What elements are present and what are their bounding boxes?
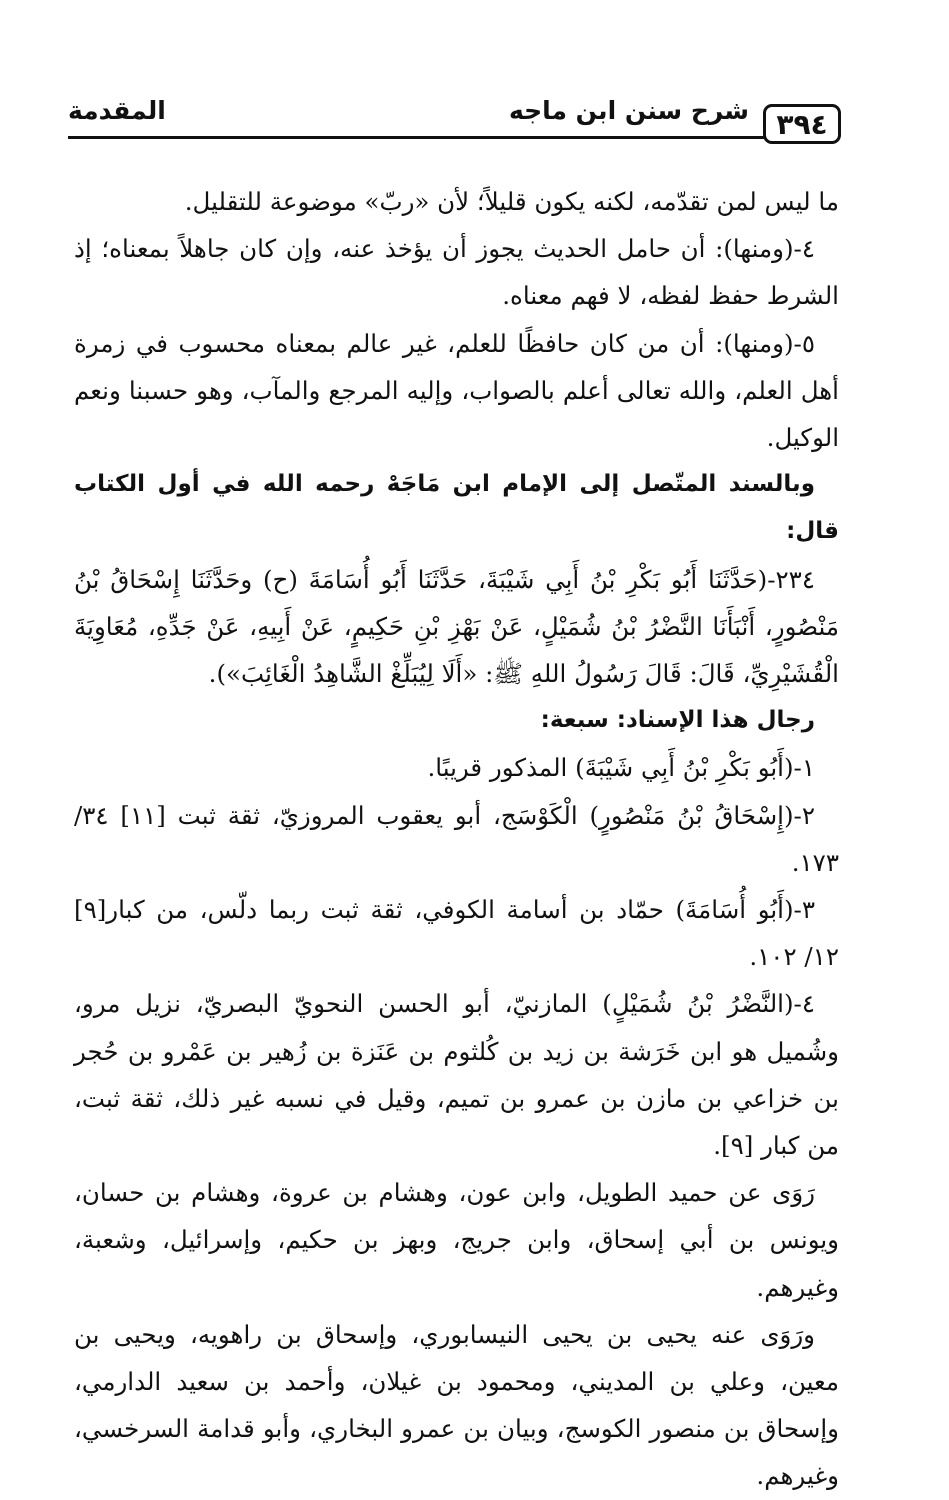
paragraph-point-4: ٤-(ومنها): أن حامل الحديث يجوز أن يؤخذ عنه، وإن كان جاهلاً بمعناه؛ إذ الشرط حفظ لفظه، لا فهم معناه. <box>74 234 839 311</box>
narrator-3: ٣-(أَبُو أُسَامَةَ) حمّاد بن أسامة الكوفي، ثقة ثبت ربما دلّس، من كبار[٩] ١٢/ ١٠٢. <box>74 895 839 972</box>
page-body <box>74 178 839 1500</box>
narrated-by-paragraph: ورَوَى عنه يحيى بن يحيى النيسابوري، وإسحاق بن راهويه، ويحيى بن معين، وعلي بن المديني، ومحمود بن غيلان، وأحمد بن سعيد الدارمي، وإسحاق بن منصور الكوسج، وبيان بن عمرو البخاري، وأبو قدامة السرخسي، وغيرهم. <box>74 1319 839 1491</box>
page-number-box: ٣٩٤ <box>763 104 841 144</box>
paragraph-point-5: ٥-(ومنها): أن من كان حافظًا للعلم، غير عالم بمعناه محسوب في زمرة أهل العلم، والله تعالى أعلم بالصواب، وإليه المرجع والمآب، وهو حسبنا ونعم الوكيل. <box>74 328 839 453</box>
paragraph-continuation: ما ليس لمن تقدّمه، لكنه يكون قليلاً؛ لأن «ربّ» موضوعة للتقليل. <box>184 187 839 216</box>
narrator-4: ٤-(النَّضْرُ بْنُ شُمَيْلٍ) المازنيّ، أبو الحسن النحويّ البصريّ، نزيل مرو، وشُميل هو ابن خَرَشة بن زيد بن كُلثوم بن عَنَزة بن زُهير بن عَمْرو بن حُجر بن خزاعي بن مازن بن عمرو بن تميم، وقيل في نسبه غير ذلك، ثقة ثبت، من كبار [٩]. <box>74 989 839 1161</box>
header-rule <box>68 136 765 139</box>
narrators-heading: رجال هذا الإسناد: سبعة: <box>540 707 815 734</box>
running-header <box>68 92 841 150</box>
narrator-2: ٢-(إِسْحَاقُ بْنُ مَنْصُورٍ) الْكَوْسَج، أبو يعقوب المروزيّ، ثقة ثبت [١١] ٣٤/ ١٧٣. <box>74 800 839 877</box>
section-title: المقدمة <box>68 96 166 125</box>
narrated-from-paragraph: رَوَى عن حميد الطويل، وابن عون، وهشام بن عروة، وهشام بن حسان، ويونس بن أبي إسحاق، وابن جريج، وبهز بن حكيم، وإسرائيل، وشعبة، وغيرهم. <box>74 1178 839 1302</box>
book-title: شرح سنن ابن ماجه <box>508 96 749 125</box>
chain-intro-heading: وبالسند المتّصل إلى الإمام ابن مَاجَهْ رحمه الله في أول الكتاب قال: <box>74 471 839 545</box>
narrator-1: ١-(أَبُو بَكْرِ بْنُ أَبِي شَيْبَةَ) المذكور قريبًا. <box>427 753 815 783</box>
hadith-234: ٢٣٤-(حَدَّثَنَا أَبُو بَكْرِ بْنُ أَبِي شَيْبَةَ، حَدَّثَنَا أَبُو أُسَامَةَ (ح) وحَدَّثَنَا إِسْحَاقُ بْنُ مَنْصُورٍ، أَنْبَأَنَا النَّضْرُ بْنُ شُمَيْلٍ، عَنْ بَهْزِ بْنِ حَكِيمٍ، عَنْ أَبِيهِ، عَنْ جَدِّهِ، مُعَاوِيَةَ الْقُشَيْرِيِّ، قَالَ: قَالَ رَسُولُ اللهِ ﷺ: «أَلَا لِيُبَلِّغْ الشَّاهِدُ الْغَائِبَ»). <box>74 564 839 689</box>
